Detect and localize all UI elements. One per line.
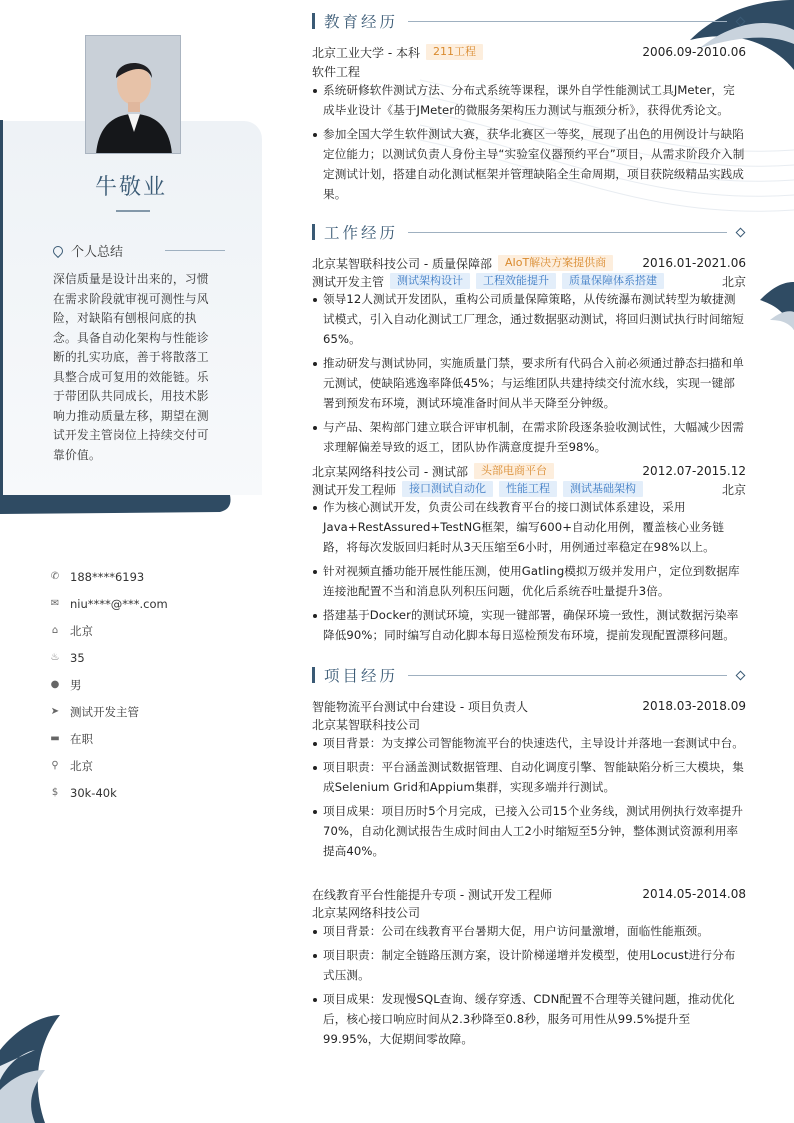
- list-item: 项目职责：制定全链路压测方案，设计阶梯递增并发模型，使用Locust进行分布式压测。: [312, 945, 746, 985]
- project-1-org-row: [312, 715, 746, 733]
- job-1-bullets: [312, 289, 746, 461]
- contact-value: 35: [70, 650, 85, 665]
- contact-value: 北京: [70, 623, 93, 638]
- section-title: 项目经历: [324, 667, 399, 685]
- project-org: 北京某智联科技公司: [312, 717, 421, 732]
- mail-icon: ✉: [50, 598, 60, 609]
- list-item: 搭建基于Docker的测试环境，实现一键部署，确保环境一致性，测试数据污染率降低90%；同时编写自动化脚本每日巡检预发布环境，提前发现配置漂移问题。: [312, 605, 746, 645]
- profile-name: 牛敬业: [94, 175, 167, 200]
- contact-position: [50, 698, 250, 725]
- job-city: 北京: [721, 482, 746, 497]
- list-item: 与产品、架构部门建立联合评审机制，在需求阶段逐条验收测试性，大幅减少因需求理解偏差导致的返工，团队协作满意度提升至98%。: [312, 417, 746, 457]
- contact-phone: [50, 563, 250, 590]
- contact-value: 188****6193: [70, 569, 145, 584]
- contact-salary: [50, 779, 250, 806]
- contact-value: 北京: [70, 758, 93, 773]
- contact-value: niu****@***.com: [70, 596, 168, 611]
- job-date: 2016.01-2021.06: [642, 256, 746, 270]
- project-2-org-row: [312, 903, 746, 921]
- contact-value: 在职: [70, 731, 93, 746]
- contact-gender: [50, 671, 250, 698]
- skill-tag: 测试架构设计: [390, 273, 470, 289]
- job-role: 测试开发工程师: [312, 482, 397, 497]
- contact-list: [50, 563, 250, 806]
- list-item: 项目职责：平台涵盖测试数据管理、自动化调度引擎、智能缺陷分析三大模块，集成Selenium Grid和Appium集群，实现多端并行测试。: [312, 757, 746, 797]
- home-icon: ⌂: [51, 625, 59, 636]
- education-date: 2006.09-2010.06: [642, 45, 746, 59]
- section-work-header: [312, 220, 746, 244]
- location-icon: ⚲: [51, 760, 59, 771]
- list-item: 项目背景：公司在线教育平台暑期大促，用户访问量激增，面临性能瓶颈。: [312, 921, 746, 941]
- project-1-bullets: [312, 733, 746, 865]
- briefcase-icon: ▬: [50, 733, 60, 744]
- education-row: [312, 43, 746, 61]
- diamond-icon: [736, 227, 746, 237]
- project-2-bullets: [312, 921, 746, 1053]
- salary-icon: $: [51, 787, 59, 798]
- contact-email: [50, 590, 250, 617]
- education-major-row: [312, 62, 746, 80]
- gender-icon: ●: [50, 679, 60, 690]
- diamond-icon: [736, 670, 746, 680]
- job-company: 北京某智联科技公司 - 质量保障部: [312, 256, 492, 271]
- summary-title: 个人总结: [71, 245, 124, 260]
- cake-icon: ♨: [50, 652, 60, 663]
- education-school: 北京工业大学 - 本科: [312, 45, 420, 60]
- job-date: 2012.07-2015.12: [642, 464, 746, 478]
- skill-tag: 性能工程: [499, 481, 557, 497]
- list-item: 领导12人测试开发团队，重构公司质量保障策略，从传统瀑布测试转型为敏捷测试模式，引入自动化测试工厂理念，通过数据驱动测试，将回归测试执行时间缩短65%。: [312, 289, 746, 349]
- diamond-icon: [736, 16, 746, 26]
- project-date: 2014.05-2014.08: [642, 887, 746, 901]
- avatar-portrait: [86, 36, 181, 154]
- project-2-header: [312, 885, 746, 903]
- job-2-header: [312, 462, 746, 480]
- summary-text: 深信质量是设计出来的，习惯在需求阶段就审视可测性与风险，对缺陷有刨根问底的执念。具备自动化架构与性能诊断的扎实功底，善于将散落工具整合成可复用的效能链。乐于带团队共同成长，用技术影响力推动质量左移，期望在测试开发主管岗位上持续交付可靠价值。: [53, 272, 209, 462]
- sidebar: [0, 0, 262, 1123]
- project-org: 北京某网络科技公司: [312, 905, 421, 920]
- section-bar: [312, 667, 315, 683]
- contact-value: 男: [70, 677, 82, 692]
- job-2-role-row: [312, 480, 746, 498]
- location-pin-icon: [51, 243, 65, 257]
- skill-tag: 工程效能提升: [476, 273, 556, 289]
- education-bullets: [312, 80, 746, 208]
- skill-tag: 测试基础架构: [563, 481, 643, 497]
- section-education-header: [312, 9, 746, 33]
- contact-age: [50, 644, 250, 671]
- contact-value: 测试开发主管: [70, 704, 139, 719]
- summary-divider: [165, 250, 225, 251]
- list-item: 项目成果：发现慢SQL查询、缓存穿透、CDN配置不合理等关键问题，推动优化后，核心接口响应时间从2.3秒降至0.8秒，服务可用性从99.5%提升至99.95%，大促期间零故障。: [312, 989, 746, 1049]
- contact-value: 30k-40k: [70, 785, 117, 800]
- contact-home: [50, 617, 250, 644]
- section-title: 教育经历: [324, 13, 399, 31]
- list-item: 针对视频直播功能开展性能压测，使用Gatling模拟万级并发用户，定位到数据库连接池配置不当和消息队列积压问题，优化后系统吞吐量提升3倍。: [312, 561, 746, 601]
- section-line: [408, 675, 727, 676]
- skill-tag: 接口测试自动化: [402, 481, 493, 497]
- section-title: 工作经历: [324, 224, 399, 242]
- job-tag: AIoT解决方案提供商: [498, 255, 613, 271]
- list-item: 参加全国大学生软件测试大赛，获华北赛区一等奖，展现了出色的用例设计与缺陷定位能力；以测试负责人身份主导“实验室仪器预约平台”项目，从需求阶段介入制定测试计划，搭建自动化测试框架并管理缺陷全生命周期，项目获院级精品实践成果。: [312, 124, 746, 204]
- section-line: [408, 21, 727, 22]
- section-projects-header: [312, 663, 746, 687]
- job-2-bullets: [312, 497, 746, 649]
- education-tag: 211工程: [426, 44, 483, 60]
- contact-status: [50, 725, 250, 752]
- project-name: 智能物流平台测试中台建设 - 项目负责人: [312, 699, 528, 714]
- job-1-header: [312, 254, 746, 272]
- skill-tag: 质量保障体系搭建: [562, 273, 664, 289]
- job-company: 北京某网络科技公司 - 测试部: [312, 464, 468, 479]
- job-tag: 头部电商平台: [474, 463, 554, 479]
- job-1-role-row: [312, 272, 746, 290]
- list-item: 推动研发与测试协同，实施质量门禁，要求所有代码合入前必须通过静态扫描和单元测试，使缺陷逃逸率降低45%；与运维团队共建持续交付流水线，实现一键部署到预发布环境，测试环境准备时间从半天降至分钟级。: [312, 353, 746, 413]
- section-line: [408, 232, 727, 233]
- contact-location: [50, 752, 250, 779]
- job-role: 测试开发主管: [312, 274, 385, 289]
- project-name: 在线教育平台性能提升专项 - 测试开发工程师: [312, 887, 552, 902]
- send-icon: ➤: [50, 706, 60, 717]
- section-bar: [312, 13, 315, 29]
- list-item: 系统研修软件测试方法、分布式系统等课程，课外自学性能测试工具JMeter，完成毕业设计《基于JMeter的微服务架构压力测试与瓶颈分析》，获得优秀论文。: [312, 80, 746, 120]
- list-item: 作为核心测试开发，负责公司在线教育平台的接口测试体系建设，采用Java+RestAssured+TestNG框架，编写600+自动化用例，覆盖核心业务链路，将每次发版回归耗时从3天压缩至6小时，用例通过率稳定在98%以上。: [312, 497, 746, 557]
- project-date: 2018.03-2018.09: [642, 699, 746, 713]
- list-item: 项目背景：为支撑公司智能物流平台的快速迭代，主导设计并落地一套测试中台。: [312, 733, 746, 753]
- phone-icon: ✆: [50, 571, 60, 582]
- name-divider: [116, 210, 150, 212]
- section-bar: [312, 224, 315, 240]
- project-1-header: [312, 697, 746, 715]
- job-city: 北京: [721, 274, 746, 289]
- summary-heading: [53, 241, 123, 260]
- profile-photo: [85, 35, 181, 154]
- list-item: 项目成果：项目历时5个月完成，已接入公司15个业务线，测试用例执行效率提升70%，自动化测试报告生成时间由人工2小时缩短至5分钟，整体测试资源利用率提高40%。: [312, 801, 746, 861]
- education-major: 软件工程: [312, 64, 361, 79]
